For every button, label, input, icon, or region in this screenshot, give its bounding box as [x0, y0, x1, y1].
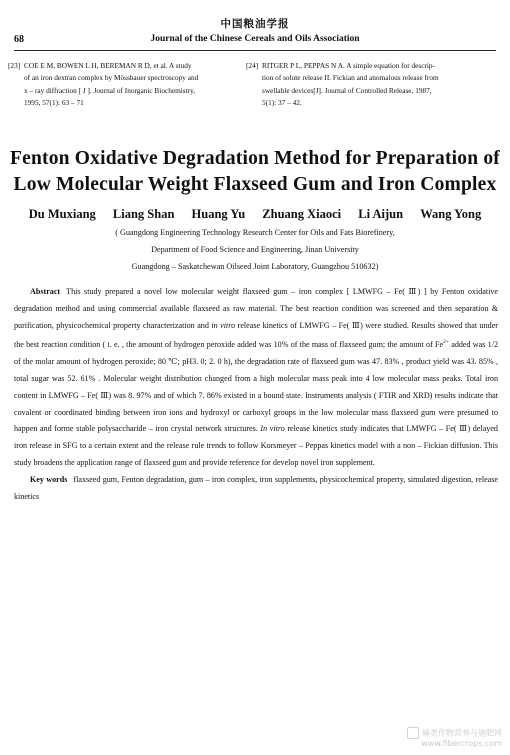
journal-english-title: Journal of the Chinese Cereals and Oils Association [150, 34, 360, 44]
author-list [0, 207, 510, 222]
abstract-section [14, 284, 498, 505]
reference-line: tion of solute release II. Fickian and anomalous release from [262, 73, 439, 83]
title-line-1: Fenton Oxidative Degradation Method for Preparation of [10, 148, 500, 169]
reference-line: of an iron dextran complex by Mössbauer spectroscopy and [24, 73, 199, 83]
keywords-text: flaxseed gum, Fenton degradation, gum – iron complex, iron supplements, physicochemical property, simulated digestion, release kinetics [14, 474, 498, 501]
abstract-italic: In vitro [260, 424, 285, 434]
watermark-text: 麻类作物营养与施肥网 [422, 728, 502, 738]
reference-line: x – ray diffraction [ J ]. Journal of Inorganic Biochemistry, [24, 85, 196, 95]
author: Zhuang Xiaoci [262, 207, 342, 221]
reference-24 [246, 60, 499, 109]
paper-title [10, 146, 500, 198]
reference-line: 5(1): 37 – 42. [262, 97, 302, 107]
keywords-paragraph [14, 472, 498, 506]
abstract-text: added was 1/2 of the molar amount of hydrogen peroxide; 80 ℃; pH3. 0; 2. 0 h), the degradation rate of flaxseed gum was 47. 83% , product yield was 43. 85% , total sugar was 52. 61% . Molecular weight distribution changed from a high molecular mass peak into 4 low molecular mass peaks. Total iron content in LMWFG – Fe( Ⅲ) was 8. 97% and of which 7. 86% existed in a bound state. Instruments analysis ( FTIR and XRD) results indicate that covalent or coordinated binding between iron ions and hydroxyl or carboxyl groups in the low molecular mass flaxseed gum were presumed to happen and forme stable polysaccharide – iron crystal network structures. [14, 340, 498, 434]
page-number: 68 [14, 34, 24, 45]
reference-23 [8, 60, 250, 109]
journal-chinese-title: 中国粮油学报 [220, 18, 290, 30]
affiliation-line-1: ( Guangdong Engineering Technology Research Center for Oils and Fats Biorefinery, [115, 228, 395, 237]
affiliation-line-3: Guangdong – Saskatchewan Oilseed Joint Laboratory, Guangzhou 510632) [131, 262, 379, 271]
reference-number: [23] [8, 61, 21, 70]
author: Li Aijun [358, 207, 404, 221]
site-watermark [407, 727, 502, 749]
author: Huang Yu [191, 207, 246, 221]
author: Liang Shan [112, 207, 175, 221]
reference-number: [24] [246, 61, 259, 70]
title-line-2: Low Molecular Weight Flaxseed Gum and Iron Complex [13, 174, 497, 195]
affiliation-line-2: Department of Food Science and Engineering, Jinan University [151, 245, 359, 254]
reference-line: RITGER P L, PEPPAS N A. A simple equation for descrip- [262, 61, 435, 70]
watermark-line-2: www.fibercrops.com [421, 739, 502, 748]
author: Du Muxiang [28, 207, 96, 221]
header-rule [14, 50, 496, 51]
reference-line: COE E M, BOWEN L H, BEREMAN R D, et al. A study [24, 61, 192, 70]
abstract-text: release kinetics study indicates that LMWFG – Fe( Ⅲ) delayed iron release in SFG to a certain extent and the release rule trends to follow Korsmeyer – Peppas kinetics model with a non – Fickian diffusion. This study broadens the application range of flaxseed gum and provide reference for develop novel iron supplement. [14, 424, 498, 467]
abstract-text: This study prepared a novel low molecular weight flaxseed gum – iron complex [ LMWFG – Fe( Ⅲ) ] by Fenton oxidative degradation method and using commercial available flaxseed as raw material. The best reaction condition was screened and then separation & purification, physicochemical property characterization and [14, 287, 498, 330]
abstract-text: release kinetics of LMWFG – Fe( Ⅲ) were studied. Results showed that under the best reaction condition ( i. e. , the amount of hydrogen peroxide added was 10% of the mass of flaxseed gum; the amount of Fe [14, 320, 498, 350]
reference-line: 1995, 57(1): 63 – 71 [24, 97, 84, 107]
reference-line: swellable devices[J]. Journal of Controlled Release, 1987, [262, 85, 432, 95]
abstract-superscript: 2+ [443, 339, 449, 346]
author: Wang Yong [420, 207, 482, 221]
abstract-label: Abstract [30, 287, 61, 296]
abstract-italic: in vitro [211, 320, 236, 330]
abstract-paragraph [14, 284, 498, 472]
watermark-line-1 [407, 727, 502, 739]
watermark-logo-icon [407, 727, 419, 739]
keywords-label: Key words [30, 474, 68, 484]
